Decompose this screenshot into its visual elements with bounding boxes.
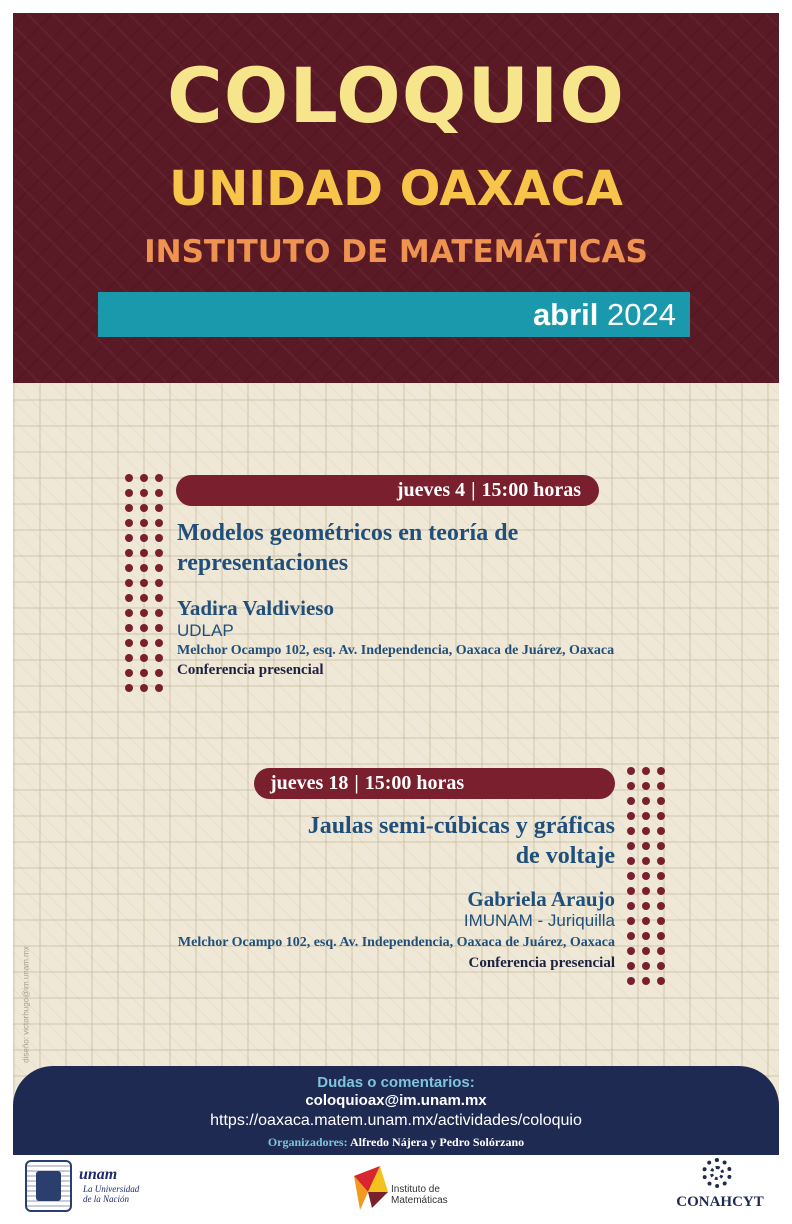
decor-dot [125,504,133,512]
unam-wordmark [79,1166,139,1212]
decor-dot [155,609,163,617]
decor-dot [642,902,650,910]
decor-dot [642,797,650,805]
poster [13,13,779,1155]
year-label: 2024 [607,297,676,332]
decor-dot [657,962,665,970]
decor-dot [627,842,635,850]
event-2-speaker: Gabriela Araujo [467,887,615,911]
event-1-time: 15:00 horas [481,479,581,501]
decor-dot [155,669,163,677]
month-label: abril [532,297,599,332]
decor-dot [642,872,650,880]
decor-dot [125,579,133,587]
event-2-day: jueves 18 [270,772,349,794]
decor-dot [140,564,148,572]
decor-dot [627,887,635,895]
unam-seal-icon [25,1160,72,1212]
decor-dot [627,947,635,955]
decor-dot [642,812,650,820]
poster-subtitle: UNIDAD OAXACA [169,161,623,217]
decor-dot [155,594,163,602]
im-logo [350,1162,470,1218]
decor-dot [155,654,163,662]
contact-url[interactable]: https://oaxaca.matem.unam.mx/actividades/coloquio [210,1112,582,1129]
event-1-title [177,518,737,578]
decor-dot [627,782,635,790]
decor-dot [627,962,635,970]
decor-dot [155,549,163,557]
event-2-mode: Conferencia presencial [468,955,615,971]
event-2-time: 15:00 horas [364,772,465,794]
decor-dot [642,887,650,895]
decor-dot [627,857,635,865]
decor-dot [642,977,650,985]
unam-tagline: La Universidad de la Nación [83,1184,140,1204]
decor-dot [155,639,163,647]
footer-contact [13,1066,779,1155]
decor-dot [140,594,148,602]
design-credit-text: diseño: victorhugo@im.unam.mx [21,946,31,1063]
decor-dot [125,684,133,692]
contact-label: Dudas o comentarios: [317,1074,475,1091]
decor-dot [155,504,163,512]
decor-dot [627,827,635,835]
event-2-title-line-1: Jaulas semi-cúbicas y gráficas [307,813,615,839]
date-text [533,296,676,333]
event-1-institution: UDLAP [177,621,234,640]
decor-dot [125,489,133,497]
organizers-names: Alfredo Nájera y Pedro Solórzano [349,1135,525,1149]
decor-dot [125,624,133,632]
im-triangle-icon [350,1162,392,1214]
decor-dot [155,474,163,482]
event-1-mode: Conferencia presencial [177,662,324,678]
decor-dot [657,842,665,850]
decor-dot [657,812,665,820]
event-2-title-line-2: de voltaje [515,843,615,869]
decor-dot [642,827,650,835]
event-1-title-line-1: Modelos geométricos en teoría de [177,520,519,546]
decor-dot [125,654,133,662]
decor-dot [155,489,163,497]
decor-dot [155,519,163,527]
decor-dot [125,639,133,647]
decor-dot [140,579,148,587]
decor-dot [657,902,665,910]
decor-dot [642,782,650,790]
event-1-date-pill [176,475,599,506]
decor-dot [642,962,650,970]
contact-email[interactable]: coloquioax@im.unam.mx [305,1092,487,1109]
decor-dot [125,564,133,572]
decor-dot [627,917,635,925]
unam-word: unam [79,1166,118,1183]
decor-dot [155,684,163,692]
decor-dot [125,594,133,602]
event-2-date-pill [254,768,615,799]
decor-dot [642,842,650,850]
decor-dot [140,489,148,497]
decor-dot [657,947,665,955]
dot-column-decoration [627,767,665,985]
decor-dot [657,872,665,880]
decor-dot [657,767,665,775]
decor-dot [125,534,133,542]
event-1-speaker: Yadira Valdivieso [177,596,334,620]
event-1-address: Melchor Ocampo 102, esq. Av. Independencia, Oaxaca de Juárez, Oaxaca [177,643,615,658]
decor-dot [140,624,148,632]
conahcyt-label: CONAHCYT [676,1194,764,1210]
decor-dot [155,534,163,542]
decor-dot [642,932,650,940]
decor-dot [657,797,665,805]
decor-dot [140,504,148,512]
decor-dot [140,474,148,482]
decor-dot [657,782,665,790]
decor-dot [125,549,133,557]
decor-dot [642,857,650,865]
decor-dot [657,932,665,940]
decor-dot [155,579,163,587]
header-banner [13,13,779,383]
decor-dot [140,534,148,542]
decor-dot [125,609,133,617]
decor-dot [642,767,650,775]
im-logo-text: Instituto de Matemáticas [391,1184,448,1206]
pill-separator: | [354,772,359,794]
institute-name: INSTITUTO DE MATEMÁTICAS [144,234,648,270]
date-bar [98,292,690,337]
decor-dot [155,564,163,572]
decor-dot [627,767,635,775]
event-1-title-line-2: representaciones [177,550,349,576]
event-2-institution: IMUNAM - Juriquilla [463,911,615,930]
poster-title: COLOQUIO [167,51,625,140]
decor-dot [657,977,665,985]
decor-dot [627,812,635,820]
decor-dot [627,977,635,985]
decor-dot [657,857,665,865]
decor-dot [140,519,148,527]
event-2-title [53,811,615,871]
organizers-line [13,1134,779,1150]
decor-dot [140,549,148,557]
decor-dot [642,947,650,955]
decor-dot [140,669,148,677]
decor-dot [125,474,133,482]
decor-dot [657,827,665,835]
event-1-datetime [397,475,581,506]
decor-dot [140,609,148,617]
dot-column-decoration [125,474,163,692]
decor-dot [155,624,163,632]
decor-dot [140,654,148,662]
decor-dot [125,519,133,527]
conahcyt-logo [665,1158,775,1220]
decor-dot [642,917,650,925]
decor-dot [627,902,635,910]
decor-dot [140,639,148,647]
organizers-label: Organizadores: [267,1135,348,1149]
decor-dot [140,684,148,692]
decor-dot [657,887,665,895]
decor-dot [125,669,133,677]
decor-dot [627,932,635,940]
logo-strip [0,1158,792,1224]
event-2-address: Melchor Ocampo 102, esq. Av. Independencia, Oaxaca de Juárez, Oaxaca [177,935,615,950]
decor-dot [627,797,635,805]
pill-separator: | [471,479,476,501]
decor-dot [627,872,635,880]
event-2-datetime [270,768,464,799]
design-credit [20,926,32,1086]
decor-dot [657,917,665,925]
event-1-day: jueves 4 [396,479,466,501]
